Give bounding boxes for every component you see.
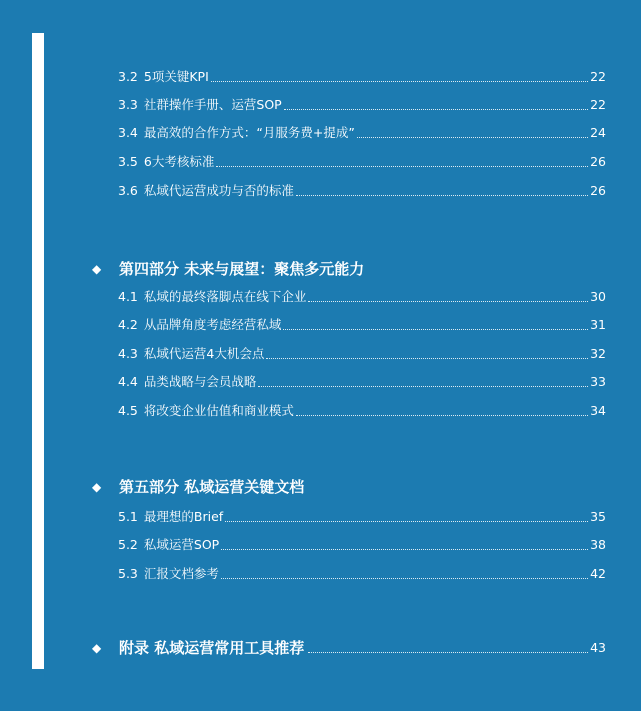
- section-title: 附录 私域运营常用工具推荐: [119, 639, 305, 657]
- diamond-bullet-icon: ◆: [92, 480, 102, 494]
- toc-entry-4-4[interactable]: [118, 374, 606, 390]
- entry-title: 私域代运营4大机会点: [143, 346, 265, 361]
- entry-title: 6大考核标准: [143, 154, 215, 169]
- dot-leader: [266, 357, 588, 359]
- dot-leader: [296, 414, 588, 416]
- entry-page: 34: [590, 403, 606, 418]
- dot-leader: [308, 300, 588, 302]
- dot-leader: [211, 80, 588, 82]
- entry-title: 从品牌角度考虑经营私域: [143, 317, 282, 332]
- entry-number: 4.3: [118, 346, 138, 361]
- section-title: 第五部分 私域运营关键文档: [119, 478, 305, 496]
- entry-page: 33: [590, 374, 606, 389]
- entry-page: 22: [590, 97, 606, 112]
- entry-number: 3.4: [118, 125, 138, 140]
- entry-number: 4.5: [118, 403, 138, 418]
- entry-number: 3.2: [118, 69, 138, 84]
- entry-page: 31: [590, 317, 606, 332]
- toc-entry-4-3[interactable]: [118, 346, 606, 362]
- entry-page: 42: [590, 566, 606, 581]
- dot-leader: [308, 651, 588, 653]
- entry-title: 品类战略与会员战略: [143, 374, 257, 389]
- dot-leader: [357, 136, 588, 138]
- entry-number: 5.2: [118, 537, 138, 552]
- section-heading-part4[interactable]: [92, 259, 364, 279]
- entry-number: 4.2: [118, 317, 138, 332]
- entry-title: 将改变企业估值和商业模式: [143, 403, 294, 418]
- entry-title: 私域的最终落脚点在线下企业: [143, 289, 307, 304]
- entry-title: 最理想的Brief: [143, 509, 224, 524]
- toc-entry-4-1[interactable]: [118, 289, 606, 305]
- entry-number: 3.3: [118, 97, 138, 112]
- dot-leader: [296, 194, 588, 196]
- entry-page: 43: [590, 640, 606, 655]
- toc-entry-4-5[interactable]: [118, 403, 606, 419]
- entry-number: 5.1: [118, 509, 138, 524]
- entry-title: 私域代运营成功与否的标准: [143, 183, 294, 198]
- toc-entry-3-4[interactable]: [118, 125, 606, 141]
- entry-number: 4.4: [118, 374, 138, 389]
- toc-entry-4-2[interactable]: [118, 317, 606, 333]
- entry-page: 26: [590, 183, 606, 198]
- entry-page: 38: [590, 537, 606, 552]
- dot-leader: [225, 520, 588, 522]
- diamond-bullet-icon: ◆: [92, 262, 102, 276]
- entry-title: 社群操作手册、运营SOP: [143, 97, 282, 112]
- entry-page: 24: [590, 125, 606, 140]
- entry-number: 5.3: [118, 566, 138, 581]
- section-heading-appendix[interactable]: [92, 638, 606, 658]
- dot-leader: [221, 577, 588, 579]
- entry-number: 3.5: [118, 154, 138, 169]
- entry-title: 最高效的合作方式：“月服务费+提成”: [143, 125, 355, 140]
- toc-entry-5-2[interactable]: [118, 537, 606, 553]
- toc-entry-3-6[interactable]: [118, 183, 606, 199]
- toc-entry-5-1[interactable]: [118, 509, 606, 525]
- dot-leader: [216, 165, 588, 167]
- entry-number: 3.6: [118, 183, 138, 198]
- dot-leader: [283, 328, 588, 330]
- entry-title: 私域运营SOP: [143, 537, 220, 552]
- left-accent-bar: [32, 33, 44, 669]
- entry-page: 35: [590, 509, 606, 524]
- entry-number: 4.1: [118, 289, 138, 304]
- toc-entry-3-2[interactable]: [118, 69, 606, 85]
- diamond-bullet-icon: ◆: [92, 641, 102, 655]
- entry-title: 5项关键KPI: [143, 69, 209, 84]
- dot-leader: [221, 548, 588, 550]
- section-heading-part5[interactable]: [92, 477, 304, 497]
- toc-entry-3-5[interactable]: [118, 154, 606, 170]
- section-title: 第四部分 未来与展望：聚焦多元能力: [119, 260, 365, 278]
- entry-page: 22: [590, 69, 606, 84]
- toc-entry-5-3[interactable]: [118, 566, 606, 582]
- entry-page: 30: [590, 289, 606, 304]
- entry-page: 32: [590, 346, 606, 361]
- dot-leader: [258, 385, 588, 387]
- dot-leader: [284, 108, 588, 110]
- toc-entry-3-3[interactable]: [118, 97, 606, 113]
- entry-title: 汇报文档参考: [143, 566, 219, 581]
- entry-page: 26: [590, 154, 606, 169]
